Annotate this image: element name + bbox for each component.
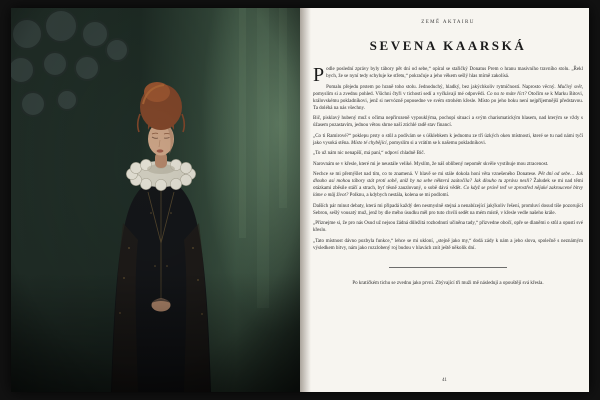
body-paragraph: Bič, pisklavý hubený muž s očima nepřirozeně vypouklýma, pochopí situaci a svým charismatickým hlasem, nad kterým se vždy s úžasem pozastavím, jednou větou shrne naší ztichlé radě stav financí. [313,116,583,128]
body-paragraph: „Co ti Ramirové?“ poklepu prsty o stůl a podívám se s úšklebkem k jednomu ze tří úzkých oken místnosti, které se tu nad námi tyčí jako vysoká stěna. Místo té chybějící, pomyslím si a vrátím se k našemu pokladníkovi. [313,133,583,146]
book-spread [11,8,589,392]
body-paragraph: Dalších pár minut debaty, která mi připadá každý den nesmyslně stejná a nenabízející jakýkoliv řešení, promluví dosud tiše pozorující Sebron, sešlý vousatý muž, jenž by dle mého úsudku měl pro tuto chvíli sedět na mém místě, v křesle vedle našeho krále. [313,203,583,216]
portrait-photo [11,8,300,392]
body-paragraph: Nechce se mi přemýšlet nad tím, co to znamená. V hlavě se mi stále dokola honí věta vznešeného Donatese. Pět dní od sebe… Jak dlouho asi mohou tábory stát proti sobě, aniž by na sebe některá zaútočila? Jak dlouho tu zprávu nesli? Žaludek se mi nad těmi otázkami zběsile stáčí a strach, byť těsně zauzlovaný, o sobě dává vědět. Co když se právě teď ve zprostřed nějaké zakroucené bitvy láme o můj život? Polknu, a kdybych nestála, kolena se mi podlomí. [313,172,583,198]
body-paragraph: „Přiznejme si, že pro nás Osud už nejsou žádná důležitá rozhodnutí učiněna tady,“ přizvedne obočí, opře se dlaněmi o stůl a opustí své křeslo. [313,221,583,233]
running-header: ZEMĚ AKTAIRU [421,20,475,25]
body-paragraph: „Tato místnost dávno pozbyla funkce,“ lehce se mi ukloní, „stejně jako my,“ dodá zády k nám a jeho slova, společně s neznámým výsledkem bitvy, nám jako rozzlobený roj budou v hlavách znít ještě několik dní. [313,238,583,251]
article-body [313,66,583,252]
gutter-shadow [300,8,311,392]
right-page [300,8,589,392]
body-paragraph: Pomalu přejedu prstem po hraně toho stolu. Jednoduchý, hladký, bez jakýchkoliv rytmičností. Naprosto věcný. Mučivý svět, pomyslím si a zvednu pohled. Všichni čtyři v tichosti sedí a vyčkávají mé odpovědi. Co na to máte říct? Otočím se k Marku Bitovi, královskému pokladníkovi, jenž si nervózně poposedne ve svém strohém křesle. Místo po jeho boku není nejpříjemnější představou. Ta doléhá na nás všechny. [313,84,583,111]
left-page [11,8,300,392]
body-paragraph: Narovnám se v křesle, které mi je neustále veliké. Myslím, že náš oblíbený nepoměr skvěle vystihuje mou ztracenost. [313,161,549,167]
drop-cap: P [313,64,325,86]
body-paragraph: Podle poslední zprávy byly tábory pět dní od sebe,“ opíral se stařičký Donatus Prem o hranu masivního travního stolu. „Řekl bych, že se nyní tedy schyluje ke střetu,“ pokračuje a jeho věkem sešlý hlas mírně zakolísá. [313,64,583,86]
vignette [11,8,300,392]
chapter-title: SEVENA KAARSKÁ [369,38,527,53]
closing-paragraph: Po kratičkém tichu se zvednu jako první. Zbývající tři muži mě následují a opouštějí svá křesla. [352,280,544,286]
section-divider [389,267,507,268]
page-number: 41 [442,378,447,383]
body-paragraph: „To už nám nic nenapíší, má paní,“ odpoví chladně Bič. [313,151,425,156]
